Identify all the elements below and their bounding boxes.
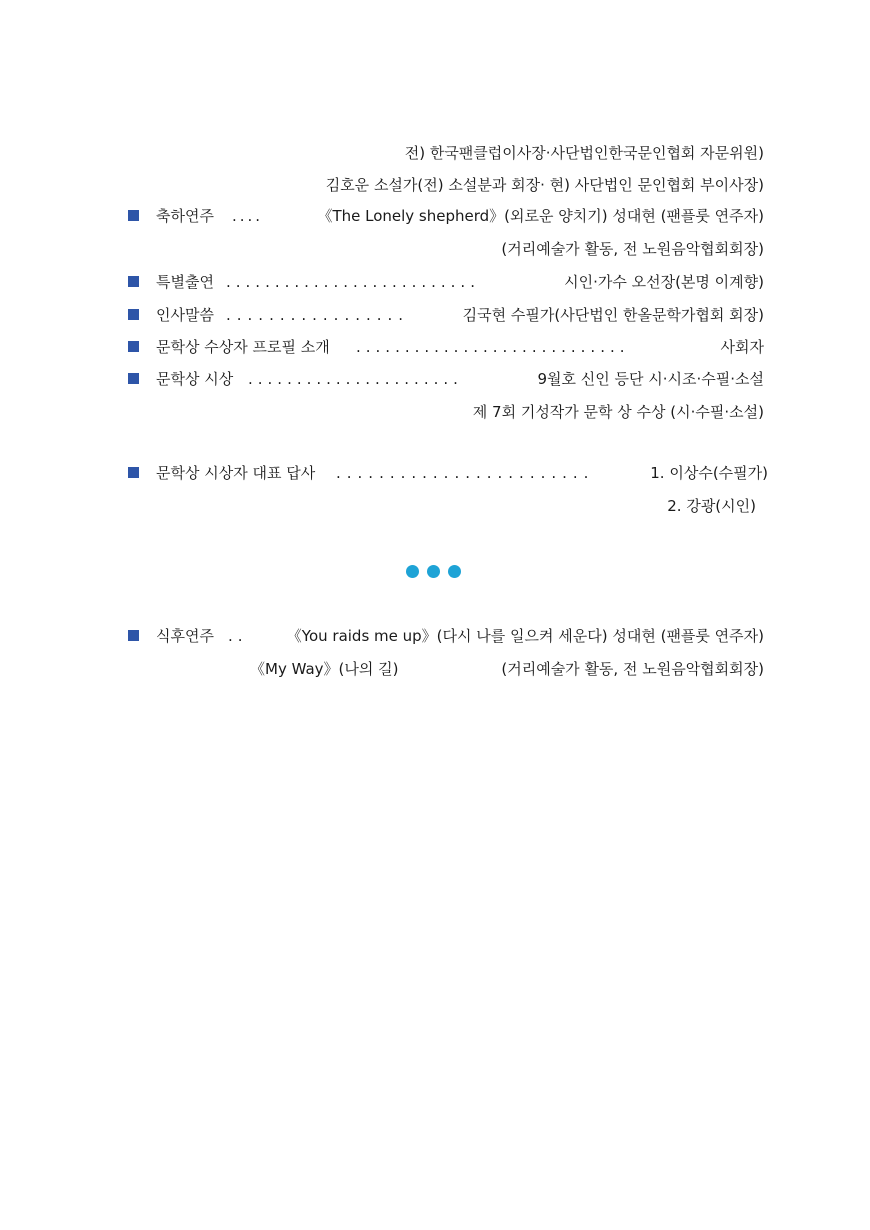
bullet-square-icon <box>128 276 139 287</box>
dinner-performance-detail: 《You raids me up》(다시 나를 일으켜 세운다) 성대현 (팬플룻 연주자) <box>286 627 764 645</box>
bullet-square-icon <box>128 630 139 641</box>
award-ceremony-leader: ...................... <box>248 370 463 388</box>
bullet-square-icon <box>128 309 139 320</box>
separator-dot-icon <box>448 565 461 578</box>
dinner-performance-note-2: (거리예술가 활동, 전 노원음악협회회장) <box>501 660 764 678</box>
intro-line-2: 김호운 소설가(전) 소설분과 회장· 현) 사단법인 문인협회 부이사장) <box>325 176 764 194</box>
congrats-performance-leader: .... <box>232 207 264 225</box>
dinner-performance-song-2: 《My Way》(나의 길) <box>250 660 399 678</box>
greeting-leader: ................. <box>226 306 410 324</box>
acceptance-speech-detail: 1. 이상수(수필가) <box>650 464 768 482</box>
separator-dot-icon <box>406 565 419 578</box>
dinner-performance-label: 식후연주 <box>156 627 214 645</box>
bullet-square-icon <box>128 467 139 478</box>
congrats-performance-detail-2: (거리예술가 활동, 전 노원음악협회회장) <box>501 240 764 258</box>
special-appearance-detail: 시인·가수 오선장(본명 이계향) <box>564 273 764 291</box>
special-appearance-leader: .......................... <box>226 273 480 291</box>
acceptance-speech-label: 문학상 시상자 대표 답사 <box>156 464 316 482</box>
award-ceremony-detail: 9월호 신인 등단 시·시조·수필·소설 <box>537 370 764 388</box>
congrats-performance-label: 축하연주 <box>156 207 214 225</box>
greeting-detail: 김국현 수필가(사단법인 한올문학가협회 회장) <box>462 306 764 324</box>
profile-intro-detail: 사회자 <box>720 338 764 356</box>
bullet-square-icon <box>128 341 139 352</box>
dinner-performance-leader: .. <box>228 627 248 645</box>
bullet-square-icon <box>128 373 139 384</box>
acceptance-speech-leader: ........................ <box>336 464 595 482</box>
separator-dot-icon <box>427 565 440 578</box>
special-appearance-label: 특별출연 <box>156 273 214 291</box>
profile-intro-leader: ............................ <box>356 338 630 356</box>
acceptance-speech-detail-2: 2. 강광(시인) <box>667 497 756 515</box>
congrats-performance-detail: 《The Lonely shepherd》(외로운 양치기) 성대현 (팬플룻 연주자) <box>317 207 764 225</box>
profile-intro-label: 문학상 수상자 프로필 소개 <box>156 338 330 356</box>
bullet-square-icon <box>128 210 139 221</box>
award-ceremony-label: 문학상 시상 <box>156 370 234 388</box>
greeting-label: 인사말씀 <box>156 306 214 324</box>
intro-line-1: 전) 한국팬클럽이사장·사단법인한국문인협회 자문위원) <box>404 144 764 162</box>
award-ceremony-detail-2: 제 7회 기성작가 문학 상 수상 (시·수필·소설) <box>472 403 764 421</box>
